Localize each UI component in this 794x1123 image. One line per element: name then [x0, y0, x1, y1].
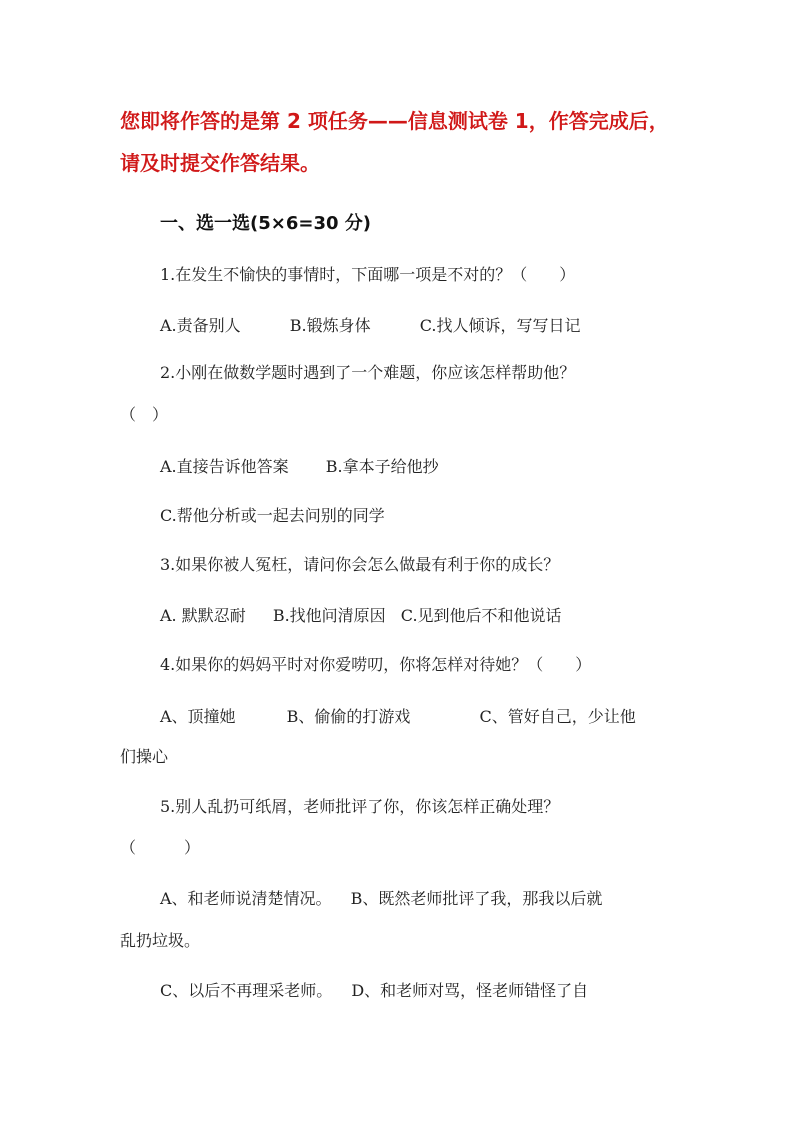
question-4-text: 4.如果你的妈妈平时对你爱唠叨，你将怎样对待她？（ ） [160, 655, 592, 674]
question-3-options [160, 603, 562, 626]
question-2-option-b: B.拿本子给他抄 [325, 457, 439, 476]
question-3-text: 3.如果你被人冤枉，请问你会怎么做最有利于你的成长？ [160, 555, 560, 574]
question-2-text: 2.小刚在做数学题时遇到了一个难题，你应该怎样帮助他？ [160, 363, 576, 382]
question-5-bracket: （ ） [120, 838, 201, 857]
question-4-option-b: B、偷偷的打游戏 [286, 707, 411, 726]
question-5-options-line-3 [160, 978, 588, 1001]
question-1-options [160, 313, 580, 336]
question-5-options-line-1 [160, 886, 602, 909]
question-2-option-c: C.帮他分析或一起去问别的同学 [160, 506, 385, 525]
question-2-bracket: （ ） [120, 405, 169, 424]
question-3-option-b: B.找他问清原因 [272, 606, 386, 625]
task-notice: 您即将作答的是第 2 项任务——信息测试卷 1，作答完成后，请及时提交作答结果。 [120, 109, 669, 175]
question-4-option-a: A、顶撞她 [160, 707, 236, 726]
question-3-option-c: C.见到他后不和他说话 [400, 606, 562, 625]
question-5-option-b-continued: 乱扔垃圾。 [120, 931, 201, 950]
question-3-option-a: A. 默默忍耐 [160, 606, 246, 625]
question-2-option-a: A.直接告诉他答案 [160, 457, 289, 476]
question-1-option-a: A.责备别人 [160, 316, 241, 335]
question-5-option-c: C、以后不再理采老师。 [160, 981, 333, 1000]
question-5-option-d: D、和老师对骂，怪老师错怪了自 [351, 981, 589, 1000]
question-1-text: 1.在发生不愉快的事情时，下面哪一项是不对的？（ ） [160, 265, 576, 284]
question-4-options [160, 704, 636, 727]
question-1-option-c: C.找人倾诉，写写日记 [419, 316, 581, 335]
question-5-option-b: B、既然老师批评了我，那我以后就 [350, 889, 603, 908]
question-4-option-c: C、管好自己，少让他 [479, 707, 636, 726]
question-5-text: 5.别人乱扔可纸屑，老师批评了你，你该怎样正确处理？ [160, 797, 560, 816]
question-2-options-line-1 [160, 454, 439, 477]
section-title: 一、选一选(5×6=30 分) [160, 213, 371, 234]
question-5-option-a: A、和老师说清楚情况。 [160, 889, 332, 908]
question-1-option-b: B.锻炼身体 [289, 316, 371, 335]
question-4-option-c-continued: 们操心 [120, 747, 169, 766]
